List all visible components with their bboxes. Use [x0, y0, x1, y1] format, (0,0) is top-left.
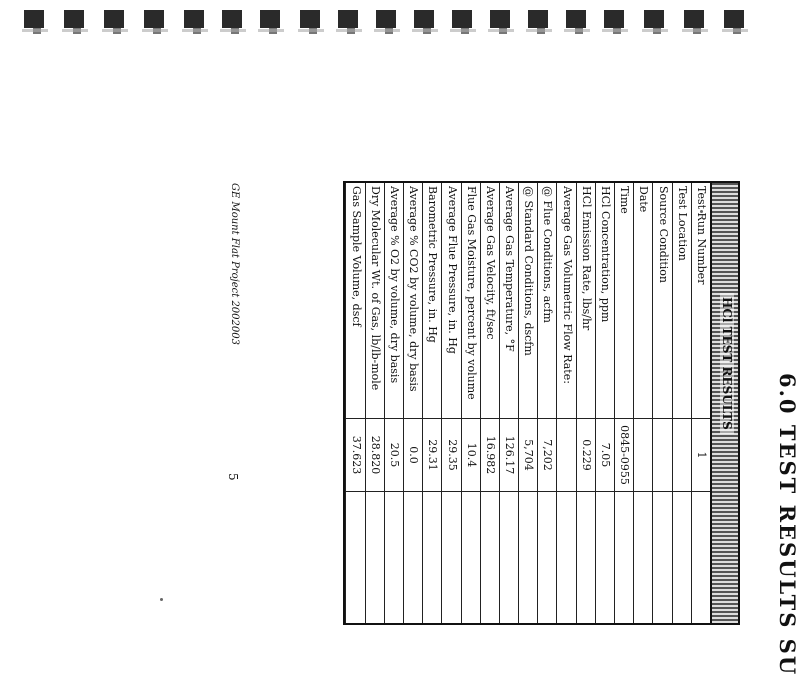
row-label: Average % CO2 by volume, dry basis [404, 183, 422, 419]
binding-hole [338, 10, 358, 28]
table-row [461, 183, 480, 623]
row-label: Barometric Pressure, in. Hg [423, 183, 441, 419]
empty-cell [692, 492, 710, 623]
empty-cell [634, 492, 652, 623]
row-value [673, 419, 691, 492]
footer-project-text: GE Mount Flat Project 2002003 [229, 183, 240, 345]
table-row [518, 183, 537, 623]
row-value: 1 [692, 419, 710, 492]
table-row [557, 183, 576, 623]
binding-hole [144, 10, 164, 28]
row-label: HCl Concentration, ppm [596, 183, 614, 419]
binding-hole [566, 10, 586, 28]
binding-hole [64, 10, 84, 28]
binding-hole [222, 10, 242, 28]
table-row [652, 183, 671, 623]
row-value [558, 419, 576, 492]
row-label: Source Condition [653, 183, 671, 419]
empty-cell [596, 492, 614, 623]
rotated-page [80, 173, 800, 676]
row-value: 37.623 [346, 419, 364, 492]
table-row [499, 183, 518, 623]
row-label: Date [634, 183, 652, 419]
table-row [403, 183, 422, 623]
page-title: 6.0 TEST RESULTS SU [775, 373, 800, 676]
binding-hole [24, 10, 44, 28]
table-row [537, 183, 556, 623]
table-row [576, 183, 595, 623]
row-value: 29.35 [442, 419, 460, 492]
table-body [345, 183, 710, 623]
binding-hole [724, 10, 744, 28]
row-label: HCl Emission Rate, lbs/hr [577, 183, 595, 419]
row-value: 20.5 [385, 419, 403, 492]
empty-cell [442, 492, 460, 623]
row-label: @ Standard Conditions, dscfm [519, 183, 537, 419]
binding-holes [24, 10, 754, 40]
row-label: Flue Gas Moisture, percent by volume [462, 183, 480, 419]
table-row [422, 183, 441, 623]
row-label: Gas Sample Volume, dscf [346, 183, 364, 419]
row-label: @ Flue Conditions, acfm [538, 183, 556, 419]
empty-cell [653, 492, 671, 623]
row-value: 29.31 [423, 419, 441, 492]
binding-hole [452, 10, 472, 28]
table-header-band [710, 183, 738, 623]
row-value [653, 419, 671, 492]
row-value: 16.982 [481, 419, 499, 492]
row-label: Average Gas Temperature, °F [500, 183, 518, 419]
row-label: Time [615, 183, 633, 419]
row-value: 5,704 [519, 419, 537, 492]
table-row [365, 183, 384, 623]
row-label: Average Gas Velocity, ft/sec [481, 183, 499, 419]
table-row [633, 183, 652, 623]
row-label: Average % O2 by volume, dry basis [385, 183, 403, 419]
empty-cell [538, 492, 556, 623]
row-value: 0845-0955 [615, 419, 633, 492]
row-value: 7,202 [538, 419, 556, 492]
empty-cell [615, 492, 633, 623]
binding-hole [644, 10, 664, 28]
binding-hole [184, 10, 204, 28]
row-value: 28.820 [366, 419, 384, 492]
page-number: 5 [226, 473, 240, 481]
binding-hole [300, 10, 320, 28]
table-row [614, 183, 633, 623]
empty-cell [385, 492, 403, 623]
table-row [691, 183, 710, 623]
table-row [672, 183, 691, 623]
row-label: Average Flue Pressure, in. Hg [442, 183, 460, 419]
empty-cell [558, 492, 576, 623]
binding-hole [604, 10, 624, 28]
row-label: Average Gas Volumetric Flow Rate: [558, 183, 576, 419]
empty-cell [673, 492, 691, 623]
empty-cell [366, 492, 384, 623]
results-table [343, 181, 740, 625]
row-value: 0.0 [404, 419, 422, 492]
table-row [384, 183, 403, 623]
empty-cell [462, 492, 480, 623]
table-row [345, 183, 364, 623]
table-header: HCl TEST RESULTS [720, 293, 734, 434]
binding-hole [490, 10, 510, 28]
table-row [480, 183, 499, 623]
binding-hole [414, 10, 434, 28]
row-value: 10.4 [462, 419, 480, 492]
row-value [634, 419, 652, 492]
row-label: Test Location [673, 183, 691, 419]
empty-cell [500, 492, 518, 623]
row-value: 0.229 [577, 419, 595, 492]
empty-cell [519, 492, 537, 623]
row-label: Dry Molecular Wt. of Gas, lb/lb-mole [366, 183, 384, 419]
binding-hole [260, 10, 280, 28]
empty-cell [423, 492, 441, 623]
empty-cell [404, 492, 422, 623]
binding-hole [684, 10, 704, 28]
table-row [595, 183, 614, 623]
binding-hole [528, 10, 548, 28]
binding-hole [376, 10, 396, 28]
row-label: Test Run Number [692, 183, 710, 419]
row-value: 126.17 [500, 419, 518, 492]
row-value: 7.05 [596, 419, 614, 492]
table-row [441, 183, 460, 623]
empty-cell [346, 492, 364, 623]
empty-cell [481, 492, 499, 623]
binding-hole [104, 10, 124, 28]
empty-cell [577, 492, 595, 623]
